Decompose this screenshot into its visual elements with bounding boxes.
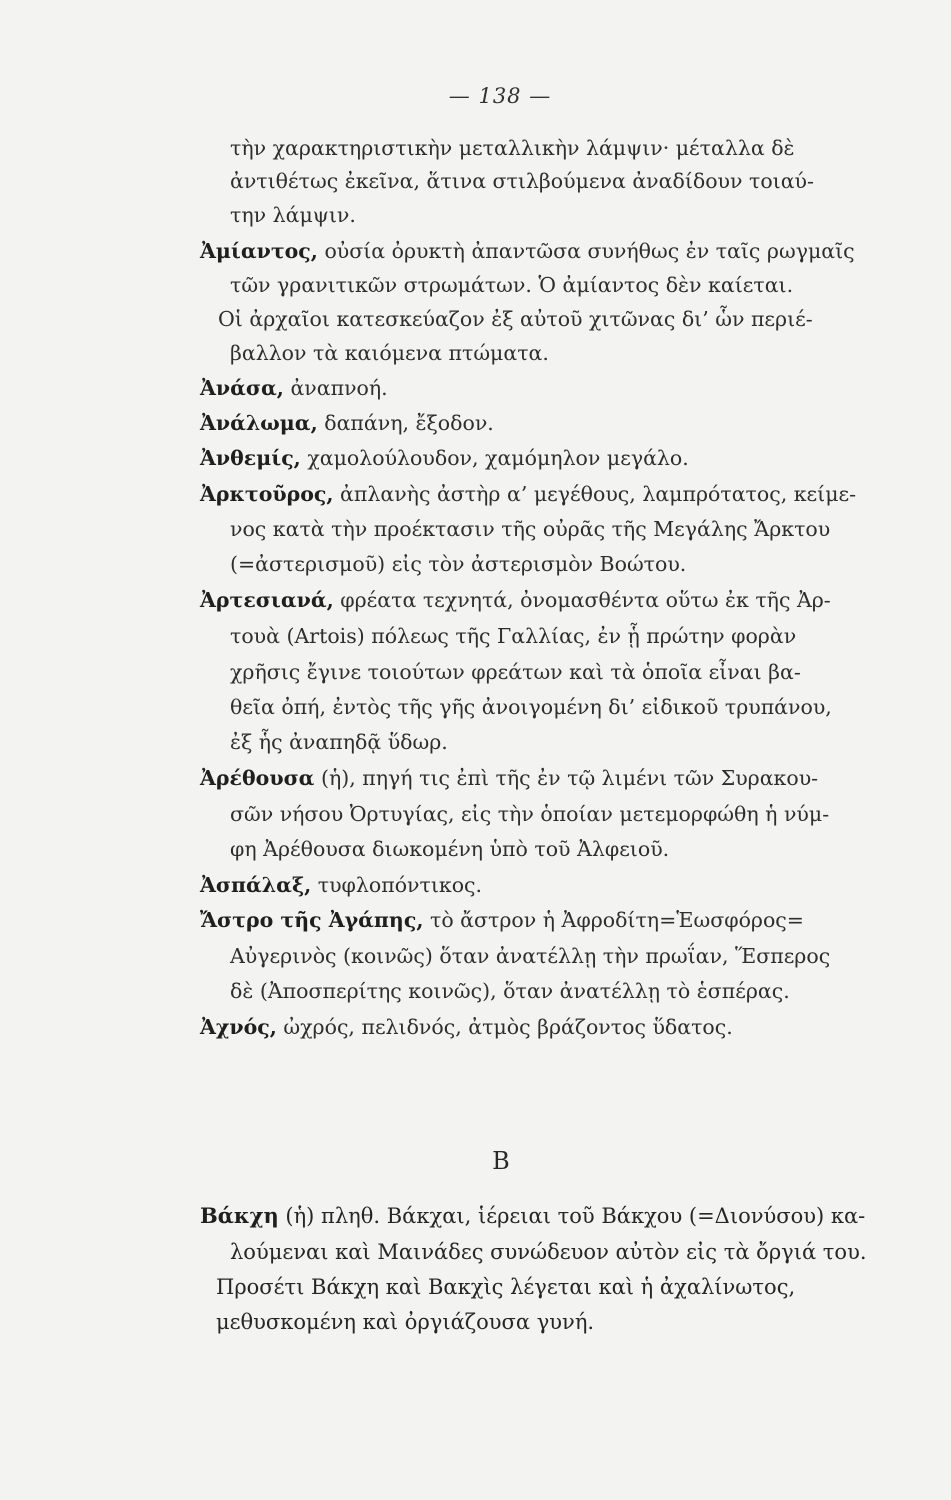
entry-headword: Ἀρέθουσα <box>200 766 315 790</box>
entry-text: ὠχρός, πελιδνός, ἀτμὸς βράζοντος ὕδατος. <box>276 1015 733 1039</box>
entry-headword: Ἀσπάλαξ, <box>200 873 312 897</box>
entry-headword: Ἀνάσα, <box>200 376 284 400</box>
entry-text: ἀναπνοή. <box>283 376 388 400</box>
entry-line: Αὐγερινὸς (κοινῶς) ὅταν ἀνατέλλῃ τὴν πρωΐαν, Ἕσπερος <box>230 944 831 968</box>
page-number: — 138 — <box>448 84 552 108</box>
entry-line: ἐξ ἧς ἀναπηδᾷ ὕδωρ. <box>230 730 448 754</box>
entry-headword: Ἀμίαντος, <box>200 239 318 263</box>
entry-line: δὲ (Ἀποσπερίτης κοινῶς), ὅταν ἀνατέλλῃ τὸ ἑσπέρας. <box>230 979 790 1003</box>
dictionary-entry <box>200 871 482 899</box>
entry-line: λούμεναι καὶ Μαινάδες συνώδευον αὐτὸν εἰς τὰ ὄργιά του. <box>230 1240 867 1264</box>
dictionary-entry <box>200 480 856 508</box>
dictionary-entry <box>200 1202 865 1230</box>
dictionary-entry <box>200 764 818 792</box>
entry-text: χαμολούλουδον, χαμόμηλον μεγάλο. <box>300 446 689 470</box>
continuation-line: ἀντιθέτως ἐκεῖνα, ἅτινα στιλβούμενα ἀναδίδουν τοιαύ- <box>230 169 814 193</box>
entry-text: τὸ ἄστρον ἡ Ἀφροδίτη=Ἑωσφόρος= <box>423 908 804 932</box>
entry-line: τῶν γρανιτικῶν στρωμάτων. Ὁ ἀμίαντος δὲν καίεται. <box>230 273 794 297</box>
entry-line: χρῆσις ἔγινε τοιούτων φρεάτων καὶ τὰ ὁποῖα εἶναι βα- <box>230 660 801 684</box>
continuation-line: τὴν χαρακτηριστικὴν μεταλλικὴν λάμψιν· μέταλλα δὲ <box>230 136 795 160</box>
entry-line: μεθυσκομένη καὶ ὀργιάζουσα γυνή. <box>216 1310 595 1334</box>
entry-headword: Ἀχνός, <box>200 1015 277 1039</box>
dictionary-entry <box>200 444 689 472</box>
entry-text: ἀπλανὴς ἀστὴρ α’ μεγέθους, λαμπρότατος, κείμε- <box>333 482 857 506</box>
entry-headword: Ἀνάλωμα, <box>200 411 318 435</box>
entry-headword: Ἄστρο τῆς Ἀγάπης, <box>200 908 424 932</box>
entry-headword: Βάκχη <box>200 1203 279 1228</box>
continuation-line: την λάμψιν. <box>230 203 356 227</box>
dictionary-entry <box>200 1013 733 1041</box>
entry-line: νος κατὰ τὴν προέκτασιν τῆς οὐρᾶς τῆς Μεγάλης Ἄρκτου <box>230 517 831 541</box>
entry-text: (ἡ), πηγή τις ἐπὶ τῆς ἐν τῷ λιμένι τῶν Συρακου- <box>314 766 819 790</box>
dictionary-entry <box>200 586 831 614</box>
entry-headword: Ἀρκτοῦρος, <box>200 482 334 506</box>
entry-line: τουὰ (Artois) πόλεως τῆς Γαλλίας, ἐν ᾗ πρώτην φορὰν <box>230 624 797 648</box>
entry-line: Οἱ ἀρχαῖοι κατεσκεύαζον ἐξ αὐτοῦ χιτῶνας δι’ ὧν περιέ- <box>218 307 813 331</box>
dictionary-entry <box>200 237 855 265</box>
entry-line: φη Ἀρέθουσα διωκομένη ὑπὸ τοῦ Ἀλφειοῦ. <box>230 837 670 861</box>
entry-line: θεῖα ὀπή, ἐντὸς τῆς γῆς ἀνοιγομένη δι’ εἰδικοῦ τρυπάνου, <box>230 695 832 719</box>
entry-text: δαπάνη, ἔξοδον. <box>317 411 494 435</box>
entry-line: βαλλον τὰ καιόμενα πτώματα. <box>230 341 549 365</box>
dictionary-entry <box>200 374 388 402</box>
entry-line: Προσέτι Βάκχη καὶ Βακχὶς λέγεται καὶ ἡ ἀχαλίνωτος, <box>216 1275 796 1299</box>
entry-text: τυφλοπόντικος. <box>311 873 483 897</box>
entry-headword: Ἀνθεμίς, <box>200 446 301 470</box>
dictionary-entry <box>200 409 494 437</box>
section-letter-heading: Β <box>492 1147 510 1175</box>
entry-line: (=ἀστερισμοῦ) εἰς τὸν ἀστερισμὸν Βοώτου. <box>230 552 687 576</box>
entry-text: οὐσία ὀρυκτὴ ἀπαντῶσα συνήθως ἐν ταῖς ρωγμαῖς <box>317 239 855 263</box>
entry-line: σῶν νήσου Ὀρτυγίας, εἰς τὴν ὁποίαν μετεμορφώθη ἡ νύμ- <box>230 802 830 826</box>
dictionary-entry <box>200 906 804 934</box>
entry-text: (ἡ) πληθ. Βάκχαι, ἱέρειαι τοῦ Βάκχου (=Διονύσου) κα- <box>278 1204 866 1228</box>
entry-text: φρέατα τεχνητά, ὀνομασθέντα οὕτω ἐκ τῆς Ἀρ- <box>333 588 831 612</box>
entry-headword: Ἀρτεσιανά, <box>200 588 334 612</box>
